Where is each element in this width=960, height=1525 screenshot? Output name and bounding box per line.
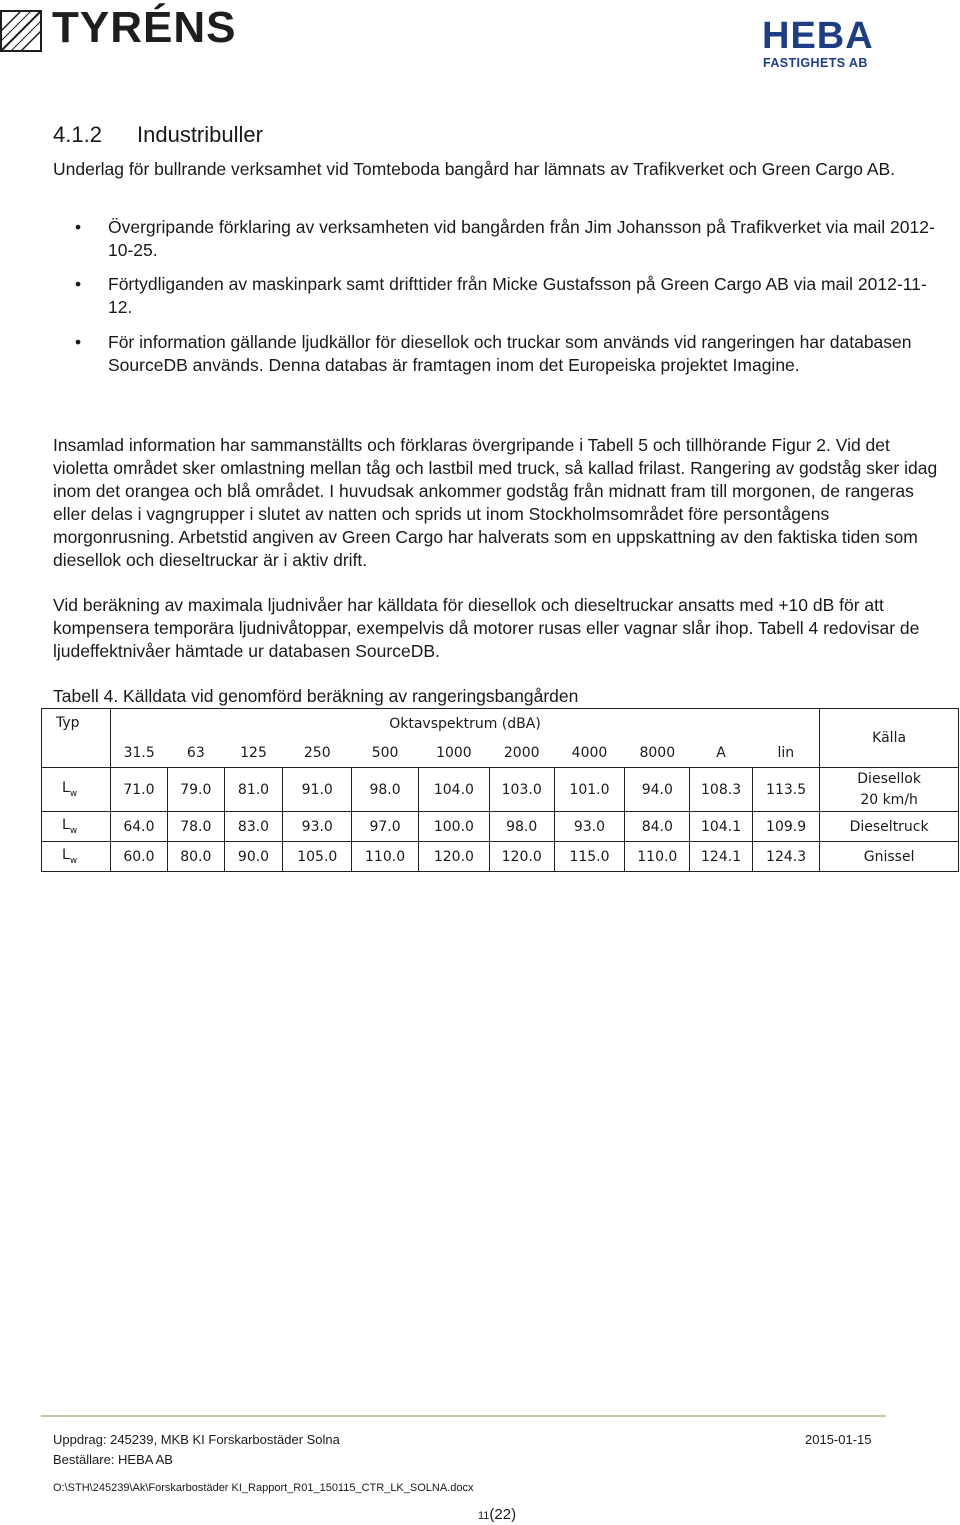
value-cell: 79.0 (167, 768, 224, 812)
body-paragraph: Insamlad information har sammanställts och förklaras övergripande i Tabell 5 och tillhörande Figur 2. Vid det violetta området sker omlastning mellan tåg och lastbil med truck, så kallad frilast. Rangering av godståg sker idag inom det orangea och blå området. I huvudsak ankommer godståg från midnatt fram till morgonen, de rangeras eller delas i vagngrupper i slutet av natten och sprids ut inom Stockholmsområdet före persontågens morgonrusning. Arbetstid angiven av Green Cargo har halverats som en uppskattning av den faktiska tiden som diesellok och dieseltruckar är i aktiv drift. (53, 435, 938, 570)
source-cell: Diesellok 20 km/h (820, 768, 959, 812)
intro-paragraph: Underlag för bullrande verksamhet vid Tomteboda bangård har lämnats av Trafikverket och Green Cargo AB. (53, 159, 896, 179)
value-cell: 110.0 (352, 842, 419, 872)
value-cell: 83.0 (224, 812, 283, 842)
heba-subtitle: FASTIGHETS AB (763, 56, 868, 70)
freq-header: 250 (283, 738, 352, 768)
freq-header: 2000 (489, 738, 554, 768)
freq-header: 500 (352, 738, 419, 768)
type-cell: $L_w$ (42, 812, 111, 842)
heba-logo (762, 15, 902, 72)
bullet-text: För information gällande ljudkällor för diesellok och truckar som används vid rangeringen har databasen SourceDB används. Denna databas är framtagen inom det Europeiska projektet Imagine. (108, 332, 912, 375)
freq-header: 31.5 (110, 738, 167, 768)
value-cell: 60.0 (110, 842, 167, 872)
value-cell: 124.3 (752, 842, 819, 872)
tyrens-logo (0, 3, 240, 54)
tyrens-mark-icon (0, 10, 42, 52)
table-header-row (42, 709, 959, 739)
table-caption: Tabell 4. Källdata vid genomförd beräkning av rangeringsbangården (53, 686, 579, 706)
freq-header: lin (752, 738, 819, 768)
value-cell: 124.1 (690, 842, 753, 872)
table-row (42, 768, 959, 812)
source-cell: Gnissel (820, 842, 959, 872)
value-cell: 110.0 (625, 842, 690, 872)
footer-date: 2015-01-15 (805, 1432, 872, 1447)
value-cell: 80.0 (167, 842, 224, 872)
value-cell: 105.0 (283, 842, 352, 872)
bullet-icon: • (75, 274, 82, 294)
source-header: Källa (820, 709, 959, 768)
footer-assignment: Uppdrag: 245239, MKB KI Forskarbostäder Solna (53, 1432, 340, 1447)
value-cell: 108.3 (690, 768, 753, 812)
page-number: 11(22) (478, 1506, 517, 1523)
value-cell: 109.9 (752, 812, 819, 842)
value-cell: 97.0 (352, 812, 419, 842)
section-title: Industribuller (137, 122, 263, 147)
value-cell: 98.0 (352, 768, 419, 812)
spectrum-header: Oktavspektrum (dBA) (110, 709, 819, 739)
value-cell: 91.0 (283, 768, 352, 812)
value-cell: 101.0 (554, 768, 625, 812)
value-cell: 103.0 (489, 768, 554, 812)
freq-header: 63 (167, 738, 224, 768)
source-data-table (41, 708, 959, 872)
table-row (42, 812, 959, 842)
section-number: 4.1.2 (53, 122, 102, 147)
value-cell: 93.0 (283, 812, 352, 842)
footer-client: Beställare: HEBA AB (53, 1452, 173, 1467)
footer-divider (41, 1415, 886, 1417)
freq-header: 8000 (625, 738, 690, 768)
source-cell: Dieseltruck (820, 812, 959, 842)
bullet-text: Förtydliganden av maskinpark samt drifttider från Micke Gustafsson på Green Cargo AB via mail 2012-11-12. (108, 274, 927, 317)
bullet-item (53, 216, 948, 262)
value-cell: 120.0 (489, 842, 554, 872)
bullet-text: Övergripande förklaring av verksamheten vid bangården från Jim Johansson på Trafikverket via mail 2012-10-25. (108, 217, 935, 260)
value-cell: 90.0 (224, 842, 283, 872)
bullet-item (53, 273, 948, 319)
value-cell: 104.1 (690, 812, 753, 842)
type-cell: $L_w$ (42, 768, 111, 812)
bullet-icon: • (75, 332, 82, 352)
value-cell: 115.0 (554, 842, 625, 872)
typ-header: Typ (42, 709, 111, 768)
value-cell: 64.0 (110, 812, 167, 842)
value-cell: 94.0 (625, 768, 690, 812)
value-cell: 100.0 (418, 812, 489, 842)
value-cell: 93.0 (554, 812, 625, 842)
heba-wordmark: HEBA (762, 15, 874, 57)
value-cell: 84.0 (625, 812, 690, 842)
bullet-icon: • (75, 217, 82, 237)
section-heading (53, 122, 263, 148)
footer-file-path: O:\STH\245239\Ak\Forskarbostäder KI_Rapport_R01_150115_CTR_LK_SOLNA.docx (53, 1482, 474, 1494)
value-cell: 81.0 (224, 768, 283, 812)
value-cell: 78.0 (167, 812, 224, 842)
value-cell: 120.0 (418, 842, 489, 872)
value-cell: 104.0 (418, 768, 489, 812)
value-cell: 71.0 (110, 768, 167, 812)
value-cell: 98.0 (489, 812, 554, 842)
tyrens-wordmark: TYRÉNS (52, 3, 237, 52)
type-cell: $L_w$ (42, 842, 111, 872)
bullet-item (53, 331, 948, 401)
value-cell: 113.5 (752, 768, 819, 812)
table-row (42, 842, 959, 872)
body-paragraph: Vid beräkning av maximala ljudnivåer har källdata för diesellok och dieseltruckar ansatts med +10 dB för att kompensera temporära ljudnivåtoppar, exempelvis då motorer rusas eller vagnar slår ihop. Tabell 4 redovisar de ljudeffektnivåer hämtade ur databasen SourceDB. (53, 595, 920, 661)
freq-header: A (690, 738, 753, 768)
freq-header: 125 (224, 738, 283, 768)
freq-header: 1000 (418, 738, 489, 768)
freq-header: 4000 (554, 738, 625, 768)
